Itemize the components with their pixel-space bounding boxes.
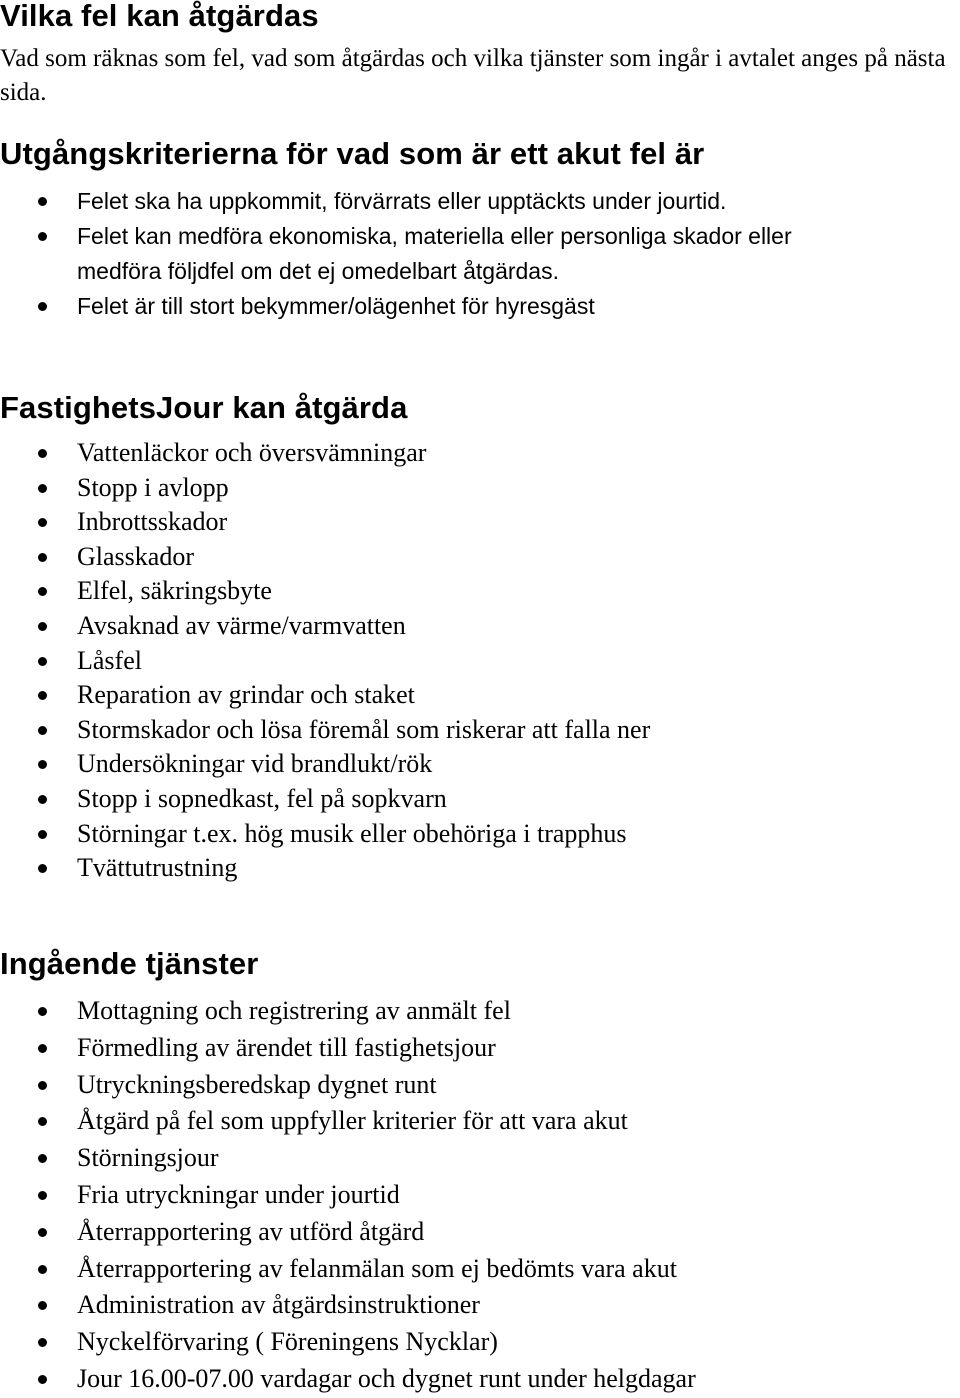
list-item-text: Vattenläckor och översvämningar [77,438,427,467]
list-item [0,289,960,324]
list-item-text: Undersökningar vid brandlukt/rök [77,749,433,779]
list-item [0,747,960,782]
list-item-text: Förmedling av ärendet till fastighetsjour [77,1032,496,1062]
bullet-icon [38,302,47,311]
list-item [0,993,960,1030]
bullet-icon [38,1265,47,1274]
bullet-icon [38,449,47,458]
list-item-text: Felet kan medföra ekonomiska, materiella eller personliga skador eller [77,223,792,249]
bullet-icon [38,1044,47,1053]
list-item [0,1177,960,1214]
list-item-text: Glasskador [77,541,194,571]
list-item [0,574,960,609]
bullet-icon [38,484,47,493]
list-item [0,1030,960,1067]
list-item-text: Mottagning och registrering av anmält fel [77,996,511,1025]
list-item [0,713,960,748]
list-item-text: Stopp i avlopp [77,472,229,502]
list-item-text: Elfel, säkringsbyte [77,576,272,606]
bullet-icon [38,622,47,631]
bullet-icon [38,864,47,873]
bullet-icon [38,657,47,666]
bullet-icon [38,1191,47,1200]
list-item [0,505,960,540]
intro-paragraph: Vad som räknas som fel, vad som åtgärdas och vilka tjänster som ingår i avtalet anges på nästa sida. [0,45,946,106]
list-item [0,817,960,852]
bullet-icon [38,1081,47,1090]
bullet-icon [38,1007,47,1016]
list-item [0,644,960,679]
bullet-icon [38,553,47,562]
bullet-icon [38,726,47,735]
list-item-text: Åtgärd på fel som uppfyller kriterier för att vara akut [77,1106,628,1136]
list-item [0,1251,960,1288]
list-item [0,540,960,575]
list-item-text: Felet ska ha uppkommit, förvärrats eller upptäckts under jourtid. [77,188,727,214]
list-item-text: Jour 16.00-07.00 vardagar och dygnet runt under helgdagar [77,1363,696,1393]
list-item-text: Återrapportering av felanmälan som ej bedömts vara akut [77,1253,677,1283]
list-item [0,1287,960,1324]
list-item [0,1324,960,1361]
fastighetsjour-list [0,436,960,886]
list-item-text: Inbrottsskador [77,507,228,537]
list-item-text: Stormskador och lösa föremål som riskerar att falla ner [77,714,651,744]
list-item-text: medföra följdfel om det ej omedelbart åtgärdas. [77,258,559,284]
bullet-icon [38,1154,47,1163]
bullet-icon [38,1375,47,1384]
section-title-fastighetsjour: FastighetsJour kan åtgärda [0,390,408,425]
services-list [0,993,960,1398]
bullet-icon [38,197,47,206]
list-item-text: Avsaknad av värme/varmvatten [77,610,406,640]
list-item [0,1103,960,1140]
list-item-text: Återrapportering av utförd åtgärd [77,1216,425,1246]
list-item-text: Administration av åtgärdsinstruktioner [77,1290,480,1320]
list-item [0,678,960,713]
bullet-icon [38,1117,47,1126]
section-title-criteria: Utgångskriterierna för vad som är ett akut fel är [0,136,705,171]
bullet-icon [38,795,47,804]
bullet-icon [38,760,47,769]
list-item-continuation [0,254,960,289]
bullet-icon [38,1338,47,1347]
list-item [0,609,960,644]
list-item-text: Låsfel [77,645,142,675]
list-item-text: Felet är till stort bekymmer/olägenhet för hyresgäst [77,293,595,319]
list-item [0,184,960,219]
list-item-text: Utryckningsberedskap dygnet runt [77,1069,437,1099]
bullet-icon [38,691,47,700]
list-item [0,219,960,254]
bullet-icon [38,830,47,839]
list-item [0,436,960,471]
list-item-text: Nyckelförvaring ( Föreningens Nycklar) [77,1327,498,1357]
list-item [0,1067,960,1104]
bullet-icon [38,587,47,596]
list-item [0,1361,960,1398]
list-item [0,471,960,506]
list-item-text: Störningar t.ex. hög musik eller obehöriga i trapphus [77,818,627,848]
bullet-icon [38,1228,47,1237]
list-item [0,851,960,886]
list-item-text: Stopp i sopnedkast, fel på sopkvarn [77,783,447,813]
list-item-text: Reparation av grindar och staket [77,680,415,710]
section-title-services: Ingående tjänster [0,946,259,981]
list-item-text: Fria utryckningar under jourtid [77,1179,400,1209]
list-item [0,1214,960,1251]
list-item-text: Tvättutrustning [77,853,238,883]
list-item [0,1140,960,1177]
bullet-icon [38,518,47,527]
page-title: Vilka fel kan åtgärdas [0,0,319,33]
list-item [0,782,960,817]
bullet-icon [38,1301,47,1310]
bullet-icon [38,232,47,241]
criteria-list [0,184,960,324]
list-item-text: Störningsjour [77,1143,219,1173]
